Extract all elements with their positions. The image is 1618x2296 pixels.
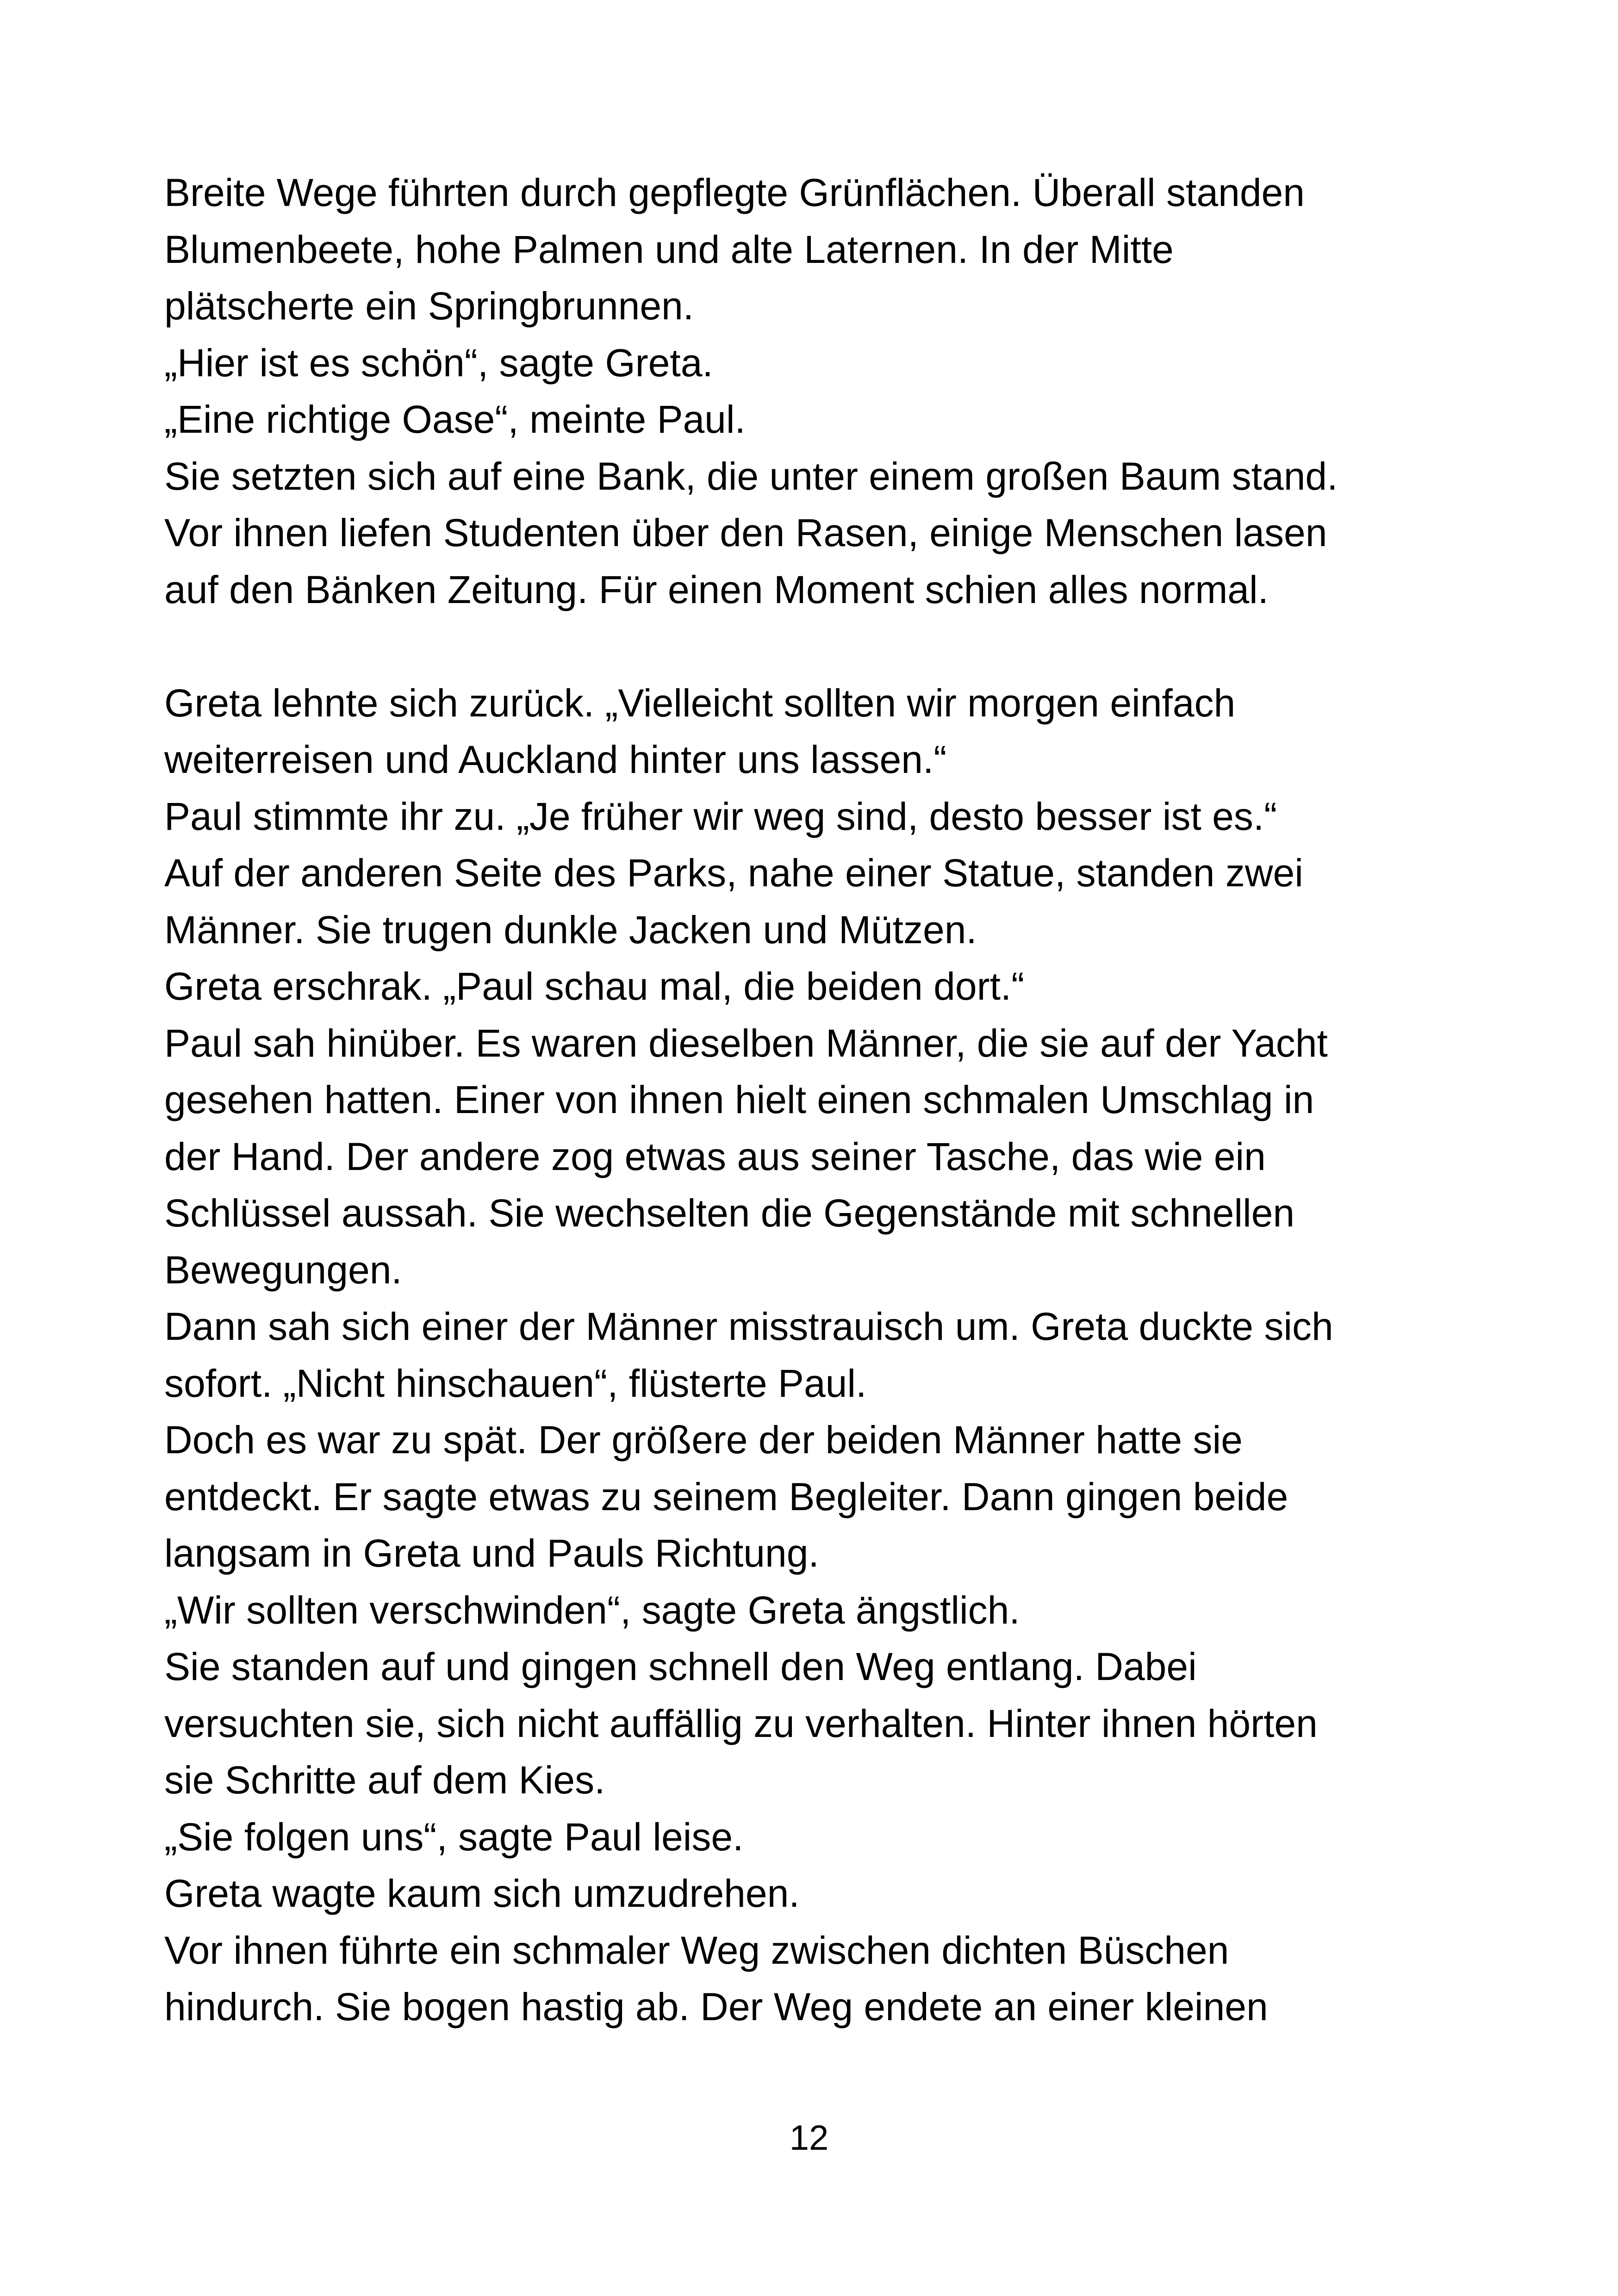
text-line: der Hand. Der andere zog etwas aus seiner Tasche, das wie ein xyxy=(164,1134,1266,1178)
text-line: Vor ihnen führte ein schmaler Weg zwischen dichten Büschen xyxy=(164,1928,1229,1972)
text-line: sie Schritte auf dem Kies. xyxy=(164,1758,605,1802)
text-line: Dann sah sich einer der Männer misstrauisch um. Greta duckte sich xyxy=(164,1305,1333,1348)
text-line: sofort. „Nicht hinschauen“, flüsterte Paul. xyxy=(164,1361,867,1405)
text-line: „Wir sollten verschwinden“, sagte Greta ängstlich. xyxy=(164,1588,1020,1632)
text-line: entdeckt. Er sagte etwas zu seinem Begleiter. Dann gingen beide xyxy=(164,1475,1288,1518)
text-line: „Eine richtige Oase“, meinte Paul. xyxy=(164,398,746,441)
text-line: hindurch. Sie bogen hastig ab. Der Weg endete an einer kleinen xyxy=(164,1985,1268,2028)
text-line: langsam in Greta und Pauls Richtung. xyxy=(164,1531,819,1575)
text-line: Sie setzten sich auf eine Bank, die unter einem großen Baum stand. xyxy=(164,454,1338,498)
text-line: Paul sah hinüber. Es waren dieselben Männer, die sie auf der Yacht xyxy=(164,1021,1328,1065)
text-line: Paul stimmte ihr zu. „Je früher wir weg sind, desto besser ist es.“ xyxy=(164,794,1277,838)
text-line: plätscherte ein Springbrunnen. xyxy=(164,284,694,328)
text-line: Greta wagte kaum sich umzudrehen. xyxy=(164,1872,800,1915)
text-line: weiterreisen und Auckland hinter uns lassen.“ xyxy=(164,738,947,781)
text-line: „Hier ist es schön“, sagte Greta. xyxy=(164,341,713,385)
text-line: Doch es war zu spät. Der größere der beiden Männer hatte sie xyxy=(164,1418,1243,1462)
text-line: Vor ihnen liefen Studenten über den Rasen, einige Menschen lasen xyxy=(164,511,1327,554)
text-line: auf den Bänken Zeitung. Für einen Moment schien alles normal. xyxy=(164,567,1269,611)
text-line: Bewegungen. xyxy=(164,1248,402,1292)
text-line: Sie standen auf und gingen schnell den Weg entlang. Dabei xyxy=(164,1645,1197,1688)
text-line: „Sie folgen uns“, sagte Paul leise. xyxy=(164,1815,744,1859)
text-line: Männer. Sie trugen dunkle Jacken und Mützen. xyxy=(164,908,977,952)
page-number: 12 xyxy=(789,2118,829,2158)
text-line: Breite Wege führten durch gepflegte Grünflächen. Überall standen xyxy=(164,171,1305,214)
paragraph-break xyxy=(164,618,1469,675)
text-line: Schlüssel aussah. Sie wechselten die Gegenstände mit schnellen xyxy=(164,1191,1295,1235)
body-text xyxy=(164,164,1469,2035)
text-line: gesehen hatten. Einer von ihnen hielt einen schmalen Umschlag in xyxy=(164,1078,1314,1121)
text-line: versuchten sie, sich nicht auffällig zu verhalten. Hinter ihnen hörten xyxy=(164,1701,1318,1745)
text-line: Auf der anderen Seite des Parks, nahe einer Statue, standen zwei xyxy=(164,851,1303,895)
text-line: Blumenbeete, hohe Palmen und alte Laternen. In der Mitte xyxy=(164,227,1174,271)
text-line: Greta erschrak. „Paul schau mal, die beiden dort.“ xyxy=(164,964,1025,1008)
text-line: Greta lehnte sich zurück. „Vielleicht sollten wir morgen einfach xyxy=(164,681,1236,725)
